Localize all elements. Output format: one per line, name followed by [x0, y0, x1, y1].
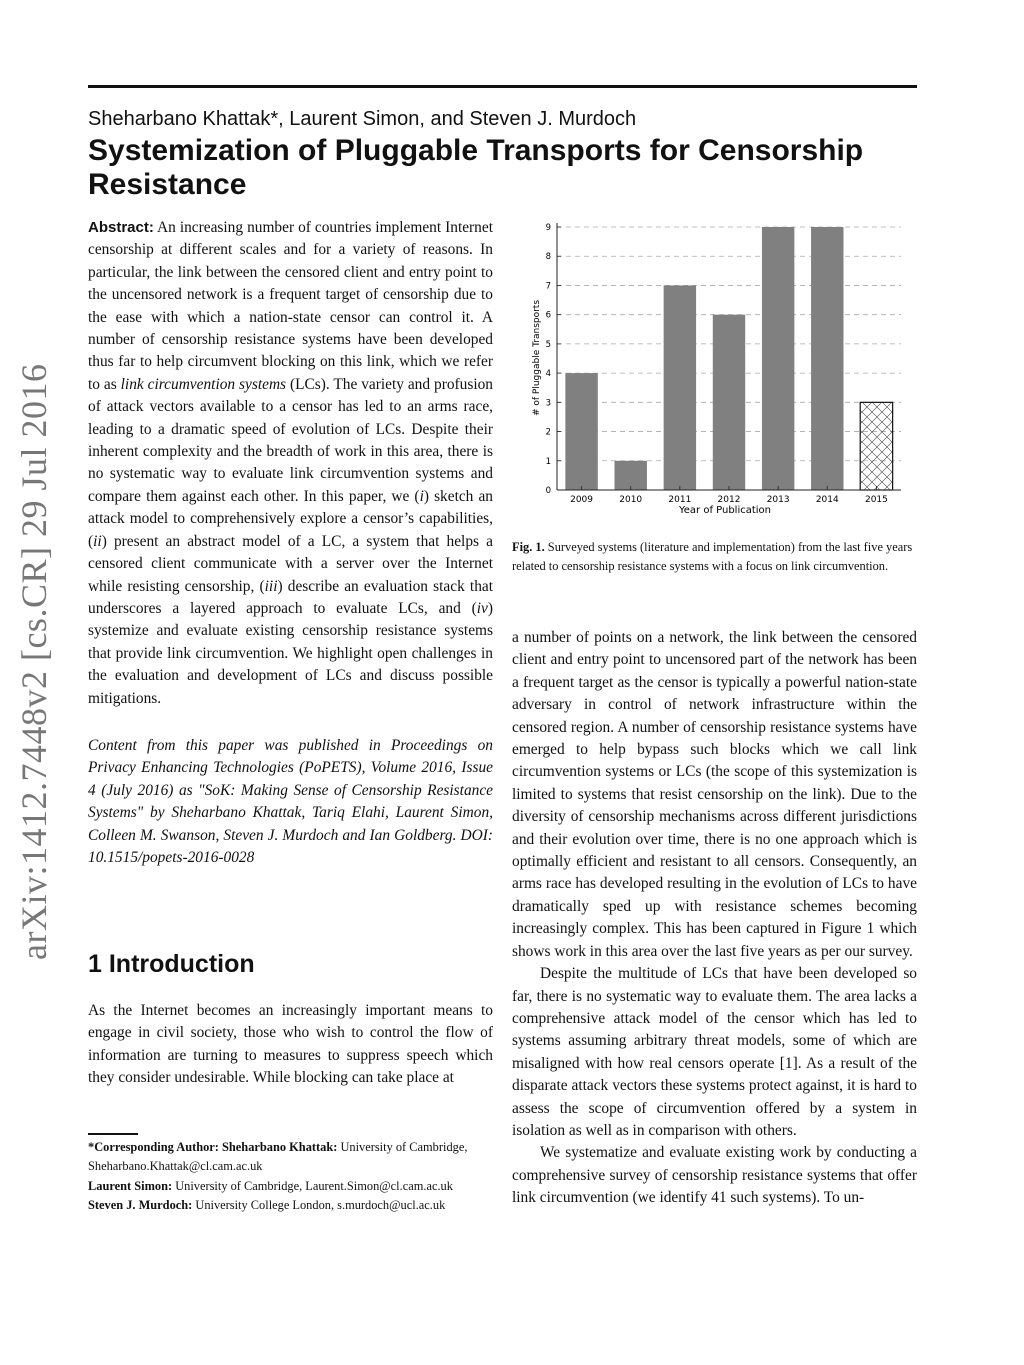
footnote-text: University of Cambridge, Laurent.Simon@cl.cam.ac.uk	[172, 1178, 453, 1193]
footnotes	[88, 1138, 493, 1216]
x-tick-label: 2009	[570, 495, 594, 505]
abstract-text: ) present an abstract model of a LC, a system that helps a censored client communicate with a server over the Internet while resisting censorship, (	[88, 532, 493, 595]
y-tick-label: 2	[545, 427, 551, 438]
x-tick-label: 2011	[668, 495, 692, 505]
footnote-text: University College London, s.murdoch@ucl.ac.uk	[192, 1198, 446, 1213]
footnote-rule	[88, 1133, 138, 1135]
bar	[811, 227, 843, 490]
y-tick-label: 3	[545, 398, 551, 409]
footnote	[88, 1138, 493, 1177]
paper-title: Systemization of Pluggable Transports for Censorship Resistance	[88, 134, 864, 201]
publication-note: Content from this paper was published in Proceedings on Privacy Enhancing Technologies (PoPETS), Volume 2016, Issue 4 (July 2016) as "SoK: Making Sense of Censorship Resistance Systems" by Sheharbano Khattak, Tariq Elahi, Laurent Simon, Colleen M. Swanson, Steven J. Murdoch and Ian Goldberg. DOI: 10.1515/popets-2016-0028	[88, 736, 493, 866]
y-tick-label: 9	[545, 223, 551, 233]
abstract-text: An increasing number of countries implement Internet censorship at different scales and for a variety of reasons. In particular, the link between the censored client and entry point to the uncensored network is a frequent target of censorship due to the ease with which a nation-state censor can control it. A number of censorship resistance systems have been developed thus far to help circumvent blocking on this link, which we refer to as	[88, 219, 493, 393]
bar	[713, 315, 745, 490]
footnote-label: Steven J. Murdoch:	[88, 1198, 193, 1213]
abstract-label: Abstract:	[88, 219, 154, 236]
figure-label: Fig. 1.	[512, 540, 545, 554]
y-tick-label: 1	[545, 456, 551, 467]
footnote-label: *Corresponding Author: Sheharbano Khattak:	[88, 1140, 338, 1154]
bar	[762, 227, 794, 490]
abstract	[88, 217, 493, 710]
intro-paragraph: We systematize and evaluate existing work by conducting a comprehensive survey of censorship resistance systems that offer link circumvention (we identify 41 such systems). To un-	[512, 1144, 917, 1207]
bar	[664, 285, 696, 490]
y-axis-label: # of Pluggable Transports	[532, 299, 542, 417]
abstract-text: ) systemize and evaluate existing censorship resistance systems that provide link circumvention. We highlight open challenges in the evaluation and development of LCs and discuss possible mitigations.	[88, 599, 493, 707]
figure-caption-text: Surveyed systems (literature and implementation) from the last five years related to censorship resistance systems with a focus on link circumvention.	[512, 540, 913, 574]
enum-marker: iii	[264, 577, 278, 595]
intro-paragraph: As the Internet becomes an increasingly important means to engage in civil society, those who wish to control the flow of information are turning to measures to suppress speech which they consider undesirable. While blocking can take place at	[88, 1002, 493, 1087]
x-tick-label: 2012	[717, 495, 741, 505]
footnote	[88, 1177, 493, 1196]
footnote-label: Laurent Simon:	[88, 1178, 173, 1193]
enum-marker: i	[419, 487, 424, 505]
intro-paragraph: Despite the multitude of LCs that have been developed so far, there is no systematic way to evaluate them. The area lacks a comprehensive attack model of the censor which has led to systems assuming arbitrary threat models, some of which are misaligned with how real censors operate [1]. As a result of the disparate attack vectors these systems protect against, it is hard to assess the scope of circumvention offered by a system in isolation as well as in comparison with others.	[512, 965, 917, 1139]
bar	[614, 461, 646, 490]
y-tick-label: 5	[545, 339, 551, 350]
y-tick-label: 7	[545, 281, 551, 292]
section-heading: 1 Introduction	[88, 950, 255, 978]
footnote	[88, 1196, 493, 1215]
abstract-text: ) describe an evaluation stack that underscores a layered approach to evaluate LCs, and (	[88, 577, 494, 617]
abstract-text: ) sketch an attack model to comprehensively explore a censor’s capabilities, (	[88, 487, 494, 550]
bar	[565, 373, 597, 490]
top-rule	[88, 85, 917, 88]
x-tick-label: 2015	[864, 495, 888, 505]
abstract-emphasis: link circumvention systems	[120, 375, 287, 393]
bar-hatched	[860, 402, 892, 490]
footnote-text: University of Cambridge, Sheharbano.Khattak@cl.cam.ac.uk	[88, 1140, 468, 1174]
arxiv-stamp: arXiv:1412.7448v2 [cs.CR] 29 Jul 2016	[14, 363, 54, 960]
author-list: Sheharbano Khattak*, Laurent Simon, and Steven J. Murdoch	[88, 108, 637, 130]
y-tick-label: 6	[545, 310, 551, 321]
x-tick-label: 2010	[619, 495, 643, 505]
abstract-text: (LCs). The variety and profusion of attack vectors available to a censor has led to an arms race, leading to a dramatic speed of evolution of LCs. Despite their inherent complexity and the breadth of work in this area, there is no systematic way to evaluate link circumvention systems and compare them against each other. In this paper, we (	[88, 375, 493, 505]
x-tick-label: 2014	[815, 495, 839, 505]
intro-left-text	[88, 1000, 493, 1090]
figure-caption	[512, 538, 917, 577]
bar-chart	[512, 212, 917, 527]
x-tick-label: 2013	[766, 495, 790, 505]
enum-marker: ii	[93, 532, 102, 550]
y-tick-label: 8	[545, 252, 551, 263]
intro-right-column	[512, 627, 917, 1210]
y-tick-label: 0	[545, 486, 551, 496]
abstract-column	[88, 217, 493, 869]
intro-paragraph: a number of points on a network, the link between the censored client and entry point to uncensored part of the network has been a frequent target as the censor is typically a powerful nation-state adversary in control of network infrastructure within the censored region. A number of censorship resistance systems have emerged to help bypass such blocks which we call link circumvention systems or LCs (the scope of this systemization is limited to systems that resist censorship on the link). Due to the diversity of censorship mechanisms across different jurisdictions and their evolution over time, there is no one approach which is optimally efficient and resistant to all censors. Consequently, an arms race has developed resulting in the evolution of LCs to have dramatically sped up with resistance schemes becoming increasingly complex. This has been captured in Figure 1 which shows work in this area over the last five years as per our survey.	[512, 629, 917, 960]
y-tick-label: 4	[545, 369, 551, 380]
x-axis-label: Year of Publication	[678, 505, 772, 516]
enum-marker: iv	[476, 599, 488, 617]
